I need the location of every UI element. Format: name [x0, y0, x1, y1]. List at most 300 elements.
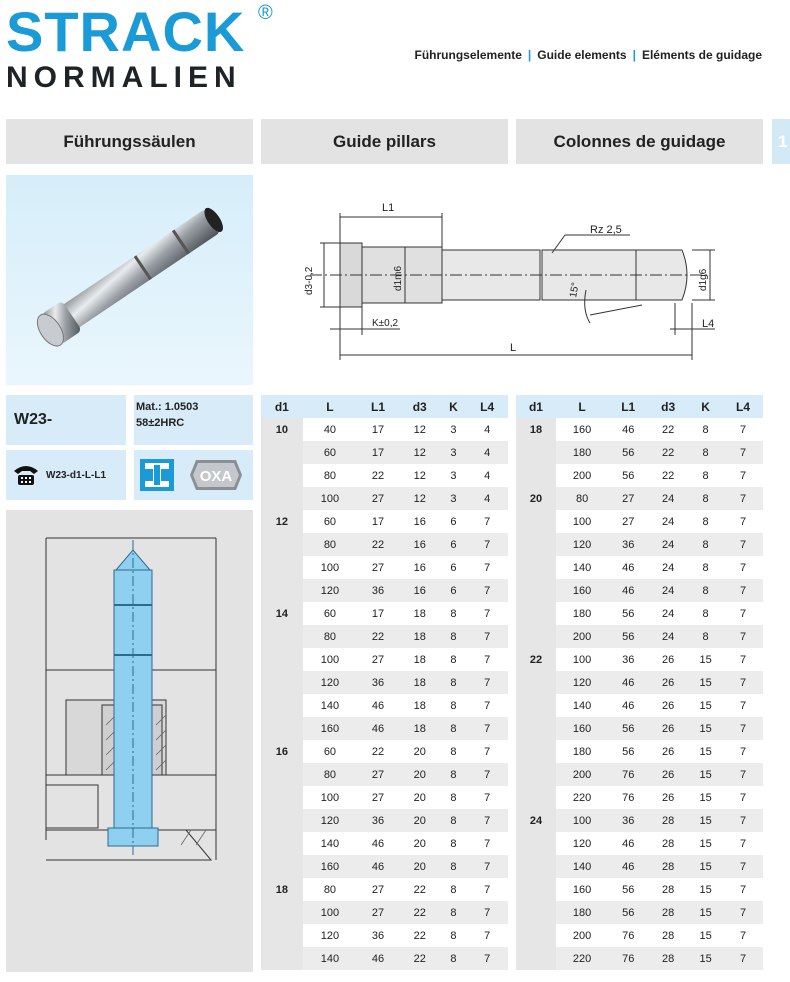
table-cell-d3: 20: [413, 791, 426, 804]
table-cell-d3: 20: [399, 809, 441, 832]
dim-l4: L4: [702, 318, 715, 330]
table-row: [261, 533, 508, 556]
guide-pillar-photo-icon: [6, 175, 253, 385]
guide-bushing-icon: [140, 459, 174, 491]
table-cell-d1: [516, 464, 556, 487]
table-cell-l: 80: [303, 625, 358, 648]
table-cell-d1: [261, 717, 303, 740]
table-cell-l: 140: [320, 699, 340, 712]
table-cell-l1: 22: [371, 469, 385, 482]
table-row: [261, 441, 508, 464]
table-cell-k: 8: [450, 791, 457, 804]
brand-logo-normalien: NORMALIEN: [6, 61, 242, 94]
table-cell-l1: 56: [622, 745, 635, 758]
table-cell-d1: [516, 671, 556, 694]
table-cell-d1: [516, 947, 556, 970]
table-cell-l4: 7: [739, 791, 747, 804]
table-cell-l: 200: [556, 763, 608, 786]
table-cell-d3: 16: [399, 579, 441, 602]
table-cell-d1: [516, 901, 556, 924]
table-cell-l: 220: [556, 947, 608, 970]
oxa-logo-text: OXA: [199, 468, 233, 485]
table-row: [516, 648, 763, 671]
table-row: [516, 441, 763, 464]
table-row: [261, 878, 508, 901]
table-cell-l: 200: [572, 929, 592, 942]
table-cell-k: 8: [450, 929, 457, 942]
table-cell-k: 8: [702, 607, 709, 620]
table-cell-k: 15: [699, 745, 712, 758]
table-cell-d1: [261, 947, 303, 970]
table-cell-l1: 46: [622, 837, 635, 850]
table-cell-d3: 26: [662, 653, 675, 666]
table-cell-k: 8: [688, 579, 723, 602]
table-cell-d3: 24: [662, 607, 675, 620]
table-cell-l4: 7: [466, 947, 508, 970]
table-cell-l4: 7: [723, 579, 763, 602]
table-cell-l1: 27: [371, 883, 385, 896]
table-row: [261, 832, 508, 855]
table-header-row: [516, 395, 763, 418]
table-cell-d1: [516, 717, 556, 740]
table-row: [516, 832, 763, 855]
table-cell-l4: 7: [466, 533, 508, 556]
table-cell-l: 80: [303, 763, 358, 786]
table-cell-d3: 26: [662, 699, 675, 712]
table-row: [261, 947, 508, 970]
table-cell-l4: 7: [723, 533, 763, 556]
table-cell-l1: 22: [371, 745, 385, 758]
table-cell-k: 8: [702, 469, 709, 482]
table-cell-l: 100: [572, 515, 592, 528]
table-cell-l1: 56: [608, 717, 648, 740]
table-cell-d1: [516, 533, 556, 556]
table-cell-l1: 56: [608, 441, 648, 464]
table-cell-k: 15: [699, 883, 712, 896]
table-row: [261, 763, 508, 786]
dimension-table-left: [261, 395, 508, 970]
section-view-icon: [6, 510, 253, 972]
table-cell-l1: 17: [371, 423, 385, 436]
table-cell-d1: [516, 556, 556, 579]
heading-en: Guide pillars: [261, 119, 508, 164]
table-row: [261, 579, 508, 602]
column-header-d1: d1: [516, 395, 556, 418]
table-cell-k: 8: [450, 699, 457, 712]
table-row: [261, 418, 508, 441]
table-cell-d1: [516, 763, 556, 786]
table-cell-k: 3: [450, 469, 457, 482]
table-cell-d3: 28: [648, 947, 688, 970]
table-cell-d3: 28: [662, 929, 675, 942]
product-photo: [6, 175, 253, 385]
table-cell-d3: 20: [413, 745, 426, 758]
table-cell-d1: [261, 487, 303, 510]
table-row: [261, 464, 508, 487]
table-cell-l1: 36: [371, 929, 385, 942]
table-row: [516, 418, 763, 441]
table-cell-k: 15: [688, 809, 723, 832]
table-cell-l: 160: [303, 855, 358, 878]
table-cell-d1: [261, 533, 303, 556]
table-cell-l: 120: [303, 809, 358, 832]
table-row: [261, 602, 508, 625]
nav-item-de[interactable]: Führungselemente: [414, 48, 522, 62]
table-cell-d3: 22: [399, 947, 441, 970]
table-row: [516, 947, 763, 970]
table-cell-l1: 22: [357, 533, 399, 556]
installation-drawing: [6, 510, 253, 972]
table-cell-l: 120: [556, 533, 608, 556]
table-row: [261, 809, 508, 832]
table-row: [516, 556, 763, 579]
table-cell-l: 180: [572, 745, 592, 758]
table-cell-l: 180: [572, 607, 592, 620]
column-header-l4: L4: [723, 395, 763, 418]
table-row: [261, 625, 508, 648]
table-cell-l: 160: [556, 579, 608, 602]
table-cell-l1: 46: [357, 717, 399, 740]
table-row: [261, 855, 508, 878]
table-cell-l1: 46: [622, 423, 635, 436]
table-row: [516, 786, 763, 809]
table-cell-d1: 22: [516, 648, 556, 671]
table-row: [516, 487, 763, 510]
nav-item-fr[interactable]: Eléments de guidage: [641, 48, 762, 62]
table-cell-d3: 22: [648, 441, 688, 464]
table-cell-d3: 18: [399, 625, 441, 648]
table-cell-k: 8: [441, 809, 467, 832]
table-cell-k: 15: [699, 791, 712, 804]
table-cell-l: 160: [572, 423, 592, 436]
table-cell-l: 120: [572, 837, 592, 850]
table-cell-l4: 7: [484, 515, 491, 528]
table-cell-k: 8: [441, 947, 467, 970]
table-cell-d1: 20: [516, 487, 556, 510]
table-cell-l4: 7: [723, 671, 763, 694]
table-row: [516, 625, 763, 648]
table-cell-k: 3: [441, 487, 467, 510]
table-cell-d1: [516, 855, 556, 878]
table-cell-d1: [261, 786, 303, 809]
table-cell-l4: 7: [484, 653, 491, 666]
table-row: [516, 602, 763, 625]
table-cell-l: 140: [572, 699, 592, 712]
column-header-d3: d3: [648, 395, 688, 418]
table-cell-k: 15: [688, 671, 723, 694]
table-cell-l: 100: [320, 561, 340, 574]
table-cell-k: 15: [688, 763, 723, 786]
nav-separator: |: [527, 48, 532, 62]
table-cell-d1: 16: [261, 740, 303, 763]
table-row: [261, 510, 508, 533]
table-cell-l4: 7: [739, 561, 747, 574]
table-cell-l4: 7: [484, 699, 491, 712]
table-cell-l: 140: [556, 855, 608, 878]
table-cell-d3: 28: [662, 837, 675, 850]
column-header-k: K: [688, 395, 723, 418]
table-cell-d3: 12: [399, 487, 441, 510]
table-cell-k: 8: [702, 515, 709, 528]
table-row: [516, 924, 763, 947]
table-cell-l: 220: [572, 791, 592, 804]
nav-item-en[interactable]: Guide elements: [537, 48, 627, 62]
table-cell-l1: 17: [371, 515, 385, 528]
table-cell-d1: [516, 740, 556, 763]
table-cell-k: 8: [702, 561, 709, 574]
table-cell-d3: 20: [399, 763, 441, 786]
table-row: [516, 901, 763, 924]
table-row: [261, 487, 508, 510]
table-cell-d1: 18: [516, 418, 556, 441]
table-cell-l4: 7: [484, 883, 491, 896]
table-cell-l4: 7: [723, 717, 763, 740]
table-cell-d3: 28: [662, 883, 675, 896]
column-header-k: K: [441, 395, 467, 418]
table-row: [516, 809, 763, 832]
table-cell-k: 8: [450, 653, 457, 666]
roughness-label: Rz 2,5: [590, 224, 622, 236]
table-cell-l1: 46: [357, 947, 399, 970]
table-cell-d3: 22: [662, 469, 675, 482]
dim-l: L: [510, 342, 517, 354]
table-row: [261, 694, 508, 717]
table-cell-d1: [261, 441, 303, 464]
heading-de: Führungssäulen: [6, 119, 253, 164]
table-cell-d3: 22: [662, 423, 675, 436]
table-cell-l: 60: [323, 745, 337, 758]
dim-k: K±0,2: [372, 318, 399, 329]
table-cell-d3: 26: [662, 745, 675, 758]
table-cell-l1: 56: [622, 469, 635, 482]
table-cell-d3: 18: [413, 653, 426, 666]
table-cell-l4: 7: [739, 423, 747, 436]
table-cell-l4: 7: [739, 929, 747, 942]
table-cell-l4: 7: [739, 515, 747, 528]
table-cell-l4: 7: [723, 487, 763, 510]
table-row: [516, 717, 763, 740]
table-cell-l4: 7: [484, 745, 491, 758]
table-cell-k: 8: [688, 487, 723, 510]
table-row: [516, 855, 763, 878]
table-cell-l: 140: [303, 947, 358, 970]
table-cell-k: 8: [688, 533, 723, 556]
table-row: [516, 878, 763, 901]
table-cell-l: 80: [323, 469, 337, 482]
table-cell-l1: 76: [622, 929, 635, 942]
table-cell-k: 15: [699, 837, 712, 850]
table-cell-k: 8: [450, 607, 457, 620]
brand-logo-strack: STRACK: [6, 0, 246, 63]
table-cell-l: 60: [323, 515, 337, 528]
table-cell-d1: [261, 579, 303, 602]
table-cell-d1: [261, 855, 303, 878]
table-row: [516, 579, 763, 602]
table-cell-l1: 46: [357, 855, 399, 878]
table-cell-l4: 7: [723, 809, 763, 832]
table-cell-l1: 56: [622, 607, 635, 620]
dim-d1g6: d1g6: [698, 268, 709, 291]
table-cell-k: 15: [699, 929, 712, 942]
table-cell-l: 80: [556, 487, 608, 510]
table-cell-d3: 18: [413, 607, 426, 620]
table-cell-l4: 4: [466, 487, 508, 510]
table-cell-d1: [261, 464, 303, 487]
column-header-l: L: [303, 395, 358, 418]
table-row: [261, 740, 508, 763]
table-cell-d1: [516, 924, 556, 947]
table-cell-l4: 7: [484, 929, 491, 942]
table-cell-l: 140: [320, 837, 340, 850]
table-cell-k: 15: [688, 855, 723, 878]
table-cell-d3: 22: [413, 929, 426, 942]
table-cell-d3: 18: [399, 671, 441, 694]
table-cell-l1: 36: [608, 809, 648, 832]
table-cell-d1: [261, 694, 303, 717]
table-cell-l1: 46: [608, 855, 648, 878]
table-cell-d3: 28: [648, 809, 688, 832]
table-cell-l1: 36: [357, 579, 399, 602]
table-cell-l4: 7: [723, 947, 763, 970]
table-cell-l1: 46: [371, 699, 385, 712]
table-cell-d3: 20: [399, 855, 441, 878]
table-cell-l1: 36: [357, 809, 399, 832]
table-cell-d1: [516, 579, 556, 602]
table-cell-l4: 4: [466, 441, 508, 464]
table-cell-d3: 12: [399, 441, 441, 464]
table-cell-l1: 27: [357, 901, 399, 924]
table-cell-k: 8: [450, 745, 457, 758]
table-row: [261, 671, 508, 694]
table-cell-k: 6: [450, 561, 457, 574]
table-cell-l: 160: [303, 717, 358, 740]
technical-drawing: [290, 195, 730, 370]
table-cell-d3: 16: [413, 515, 426, 528]
table-cell-k: 8: [441, 763, 467, 786]
table-row: [516, 694, 763, 717]
table-cell-d3: 24: [648, 533, 688, 556]
material-info: [134, 395, 253, 445]
hardness-label: 58±2HRC: [136, 417, 185, 429]
table-cell-l4: 7: [466, 671, 508, 694]
column-header-l: L: [556, 395, 608, 418]
table-header-row: [261, 395, 508, 418]
table-cell-k: 8: [688, 441, 723, 464]
table-cell-d1: [516, 441, 556, 464]
table-cell-d1: 24: [516, 809, 556, 832]
table-cell-d3: 24: [648, 579, 688, 602]
table-row: [261, 648, 508, 671]
table-cell-l: 200: [556, 625, 608, 648]
table-cell-d1: [261, 924, 303, 947]
table-cell-d3: 28: [648, 901, 688, 924]
table-cell-k: 8: [441, 717, 467, 740]
table-cell-d1: [516, 694, 556, 717]
table-cell-l1: 46: [622, 699, 635, 712]
table-cell-l: 180: [556, 441, 608, 464]
table-cell-d3: 28: [648, 855, 688, 878]
table-cell-k: 15: [688, 901, 723, 924]
table-cell-k: 6: [441, 533, 467, 556]
material-label: Mat.: 1.0503: [136, 401, 199, 413]
table-row: [261, 924, 508, 947]
table-cell-d3: 24: [662, 561, 675, 574]
table-cell-d1: [261, 671, 303, 694]
table-cell-d3: 26: [648, 763, 688, 786]
table-cell-d1: [261, 648, 303, 671]
table-cell-l4: 7: [739, 837, 747, 850]
table-cell-l4: 7: [466, 763, 508, 786]
table-cell-d3: 26: [648, 671, 688, 694]
table-cell-k: 6: [441, 579, 467, 602]
page-tab-edge: 1: [772, 119, 790, 164]
table-cell-d3: 18: [413, 699, 426, 712]
table-cell-d3: 20: [413, 837, 426, 850]
table-cell-k: 15: [688, 717, 723, 740]
table-cell-d3: 16: [399, 533, 441, 556]
table-cell-d1: [261, 901, 303, 924]
table-row: [261, 556, 508, 579]
table-cell-l: 40: [323, 423, 337, 436]
table-cell-d3: 22: [413, 883, 426, 896]
table-row: [516, 510, 763, 533]
table-cell-d3: 16: [413, 561, 426, 574]
table-cell-d1: 14: [261, 602, 303, 625]
table-cell-l: 160: [556, 717, 608, 740]
table-cell-l: 200: [572, 469, 592, 482]
table-cell-d1: 10: [261, 418, 303, 441]
order-code: W23-d1-L-L1: [46, 469, 106, 481]
table-cell-l4: 4: [484, 469, 491, 482]
table-cell-k: 8: [441, 625, 467, 648]
registered-mark: ®: [258, 2, 273, 24]
table-cell-d3: 24: [648, 625, 688, 648]
table-cell-d1: [516, 510, 556, 533]
table-cell-l4: 7: [466, 717, 508, 740]
table-cell-l: 120: [320, 929, 340, 942]
table-cell-l: 80: [303, 533, 358, 556]
table-cell-l4: 7: [723, 855, 763, 878]
dimension-table-right: [516, 395, 763, 970]
table-cell-d1: [516, 625, 556, 648]
table-cell-l: 160: [572, 883, 592, 896]
table-cell-l1: 27: [608, 487, 648, 510]
phone-icon: [12, 463, 40, 487]
table-cell-l1: 27: [371, 653, 385, 666]
table-cell-l1: 17: [371, 607, 385, 620]
table-cell-l1: 76: [608, 947, 648, 970]
table-row: [516, 671, 763, 694]
table-cell-l: 120: [303, 579, 358, 602]
column-header-l1: L1: [608, 395, 648, 418]
table-cell-l: 60: [323, 607, 337, 620]
symbol-icons: [134, 450, 253, 500]
column-header-d1: d1: [261, 395, 303, 418]
table-cell-l4: 7: [723, 901, 763, 924]
table-cell-d3: 24: [662, 515, 675, 528]
table-cell-d1: [516, 602, 556, 625]
table-cell-d3: 12: [413, 423, 426, 436]
table-cell-d1: [261, 763, 303, 786]
table-cell-l1: 46: [622, 561, 635, 574]
table-cell-d3: 24: [648, 487, 688, 510]
table-cell-k: 8: [688, 625, 723, 648]
table-cell-l4: 7: [739, 883, 747, 896]
table-cell-k: 15: [699, 653, 712, 666]
column-header-l4: L4: [466, 395, 508, 418]
table-cell-l1: 22: [357, 625, 399, 648]
table-row: [261, 901, 508, 924]
